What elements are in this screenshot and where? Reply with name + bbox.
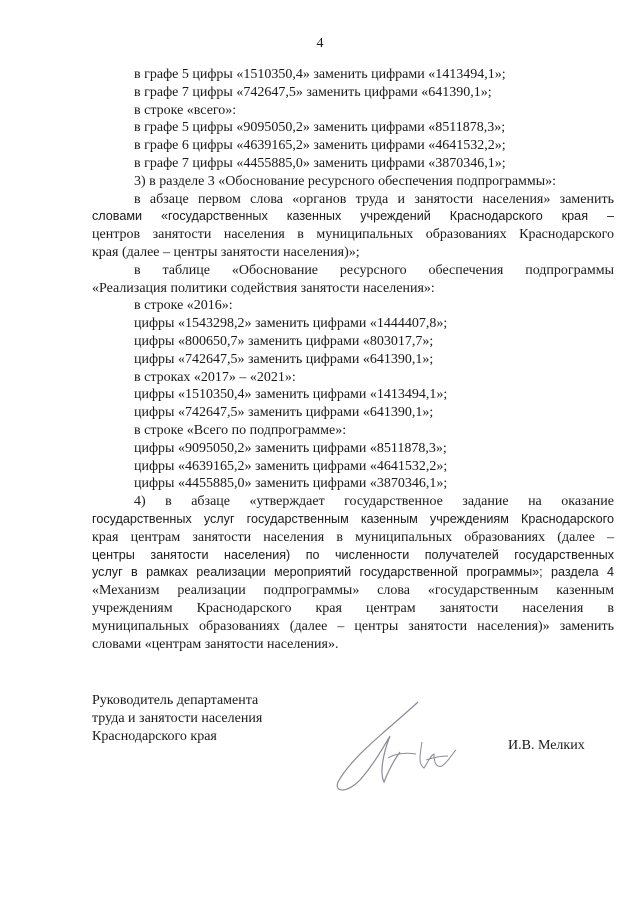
text-line: в абзаце первом слова «органов труда и занятости населения» заменить [134, 191, 614, 207]
text-line: в строке «всего»: [134, 102, 237, 118]
text-line: муниципальных образованиях (далее – центры занятости населения)» заменить [92, 618, 614, 634]
text-line: в строке «Всего по подпрограмме»: [134, 422, 347, 438]
text-line: в графе 7 цифры «742647,5» заменить цифрами «641390,1»; [134, 84, 492, 100]
signatory-title [92, 692, 262, 746]
text-line: словами «государственных казенных учреждений Краснодарского края – [92, 209, 614, 224]
text-line: в таблице «Обоснование ресурсного обеспечения подпрограммы [134, 262, 614, 278]
handwritten-signature [330, 698, 480, 798]
text-line: цифры «4639165,2» заменить цифрами «4641532,2»; [134, 458, 448, 474]
text-line: в графе 5 цифры «1510350,4» заменить цифрами «1413494,1»; [134, 67, 506, 82]
text-line: цифры «800650,7» заменить цифрами «803017,7»; [134, 333, 434, 349]
signatory-name: И.В. Мелких [508, 738, 585, 753]
page-number: 4 [316, 36, 324, 51]
text-line: учреждениям Краснодарского края центрам занятости населения в [92, 600, 614, 616]
text-line: цифры «742647,5» заменить цифрами «641390,1»; [134, 405, 434, 421]
text-line: цифры «4455885,0» заменить цифрами «3870346,1»; [134, 476, 448, 492]
text-line: в графе 5 цифры «9095050,2» заменить цифрами «8511878,3»; [134, 120, 506, 136]
document-body [92, 66, 614, 653]
text-line: цифры «1543298,2» заменить цифрами «1444407,8»; [134, 316, 448, 332]
text-line: «Реализация политики содействия занятости населения»: [92, 280, 435, 296]
text-line: словами «центрам занятости населения». [92, 636, 339, 652]
text-line: услуг в рамках реализации мероприятий государственной программы»; раздела 4 [92, 565, 614, 580]
signatory-title-line: труда и занятости населения [92, 711, 263, 726]
signatory-title-line: Краснодарского края [92, 729, 217, 744]
text-line: в строке «2016»: [134, 298, 233, 314]
text-line: государственных услуг государственным казенным учреждениям Краснодарского [92, 511, 614, 526]
text-line: центров занятости населения в муниципальных образованиях Краснодарского [92, 227, 614, 243]
text-line: края центрам занятости населения в муниципальных образованиях (далее – [92, 529, 614, 545]
text-line: 4) в абзаце «утверждает государственное задание на оказание [134, 494, 614, 510]
text-line: в строках «2017» – «2021»: [134, 369, 296, 385]
text-line: цифры «1510350,4» заменить цифрами «1413494,1»; [134, 387, 448, 403]
text-line: края (далее – центры занятости населения)»; [92, 244, 360, 260]
text-line: в графе 7 цифры «4455885,0» заменить цифрами «3870346,1»; [134, 155, 506, 171]
text-line: 3) в разделе 3 «Обоснование ресурсного обеспечения подпрограммы»: [134, 173, 557, 189]
text-line: центры занятости населения) по численности получателей государственных [92, 547, 614, 562]
text-line: «Механизм реализации подпрограммы» слова «государственным казенным [92, 583, 614, 599]
signatory-title-line: Руководитель департамента [92, 693, 259, 708]
text-line: цифры «742647,5» заменить цифрами «641390,1»; [134, 351, 434, 367]
text-line: цифры «9095050,2» заменить цифрами «8511878,3»; [134, 440, 447, 456]
text-line: в графе 6 цифры «4639165,2» заменить цифрами «4641532,2»; [134, 138, 506, 154]
